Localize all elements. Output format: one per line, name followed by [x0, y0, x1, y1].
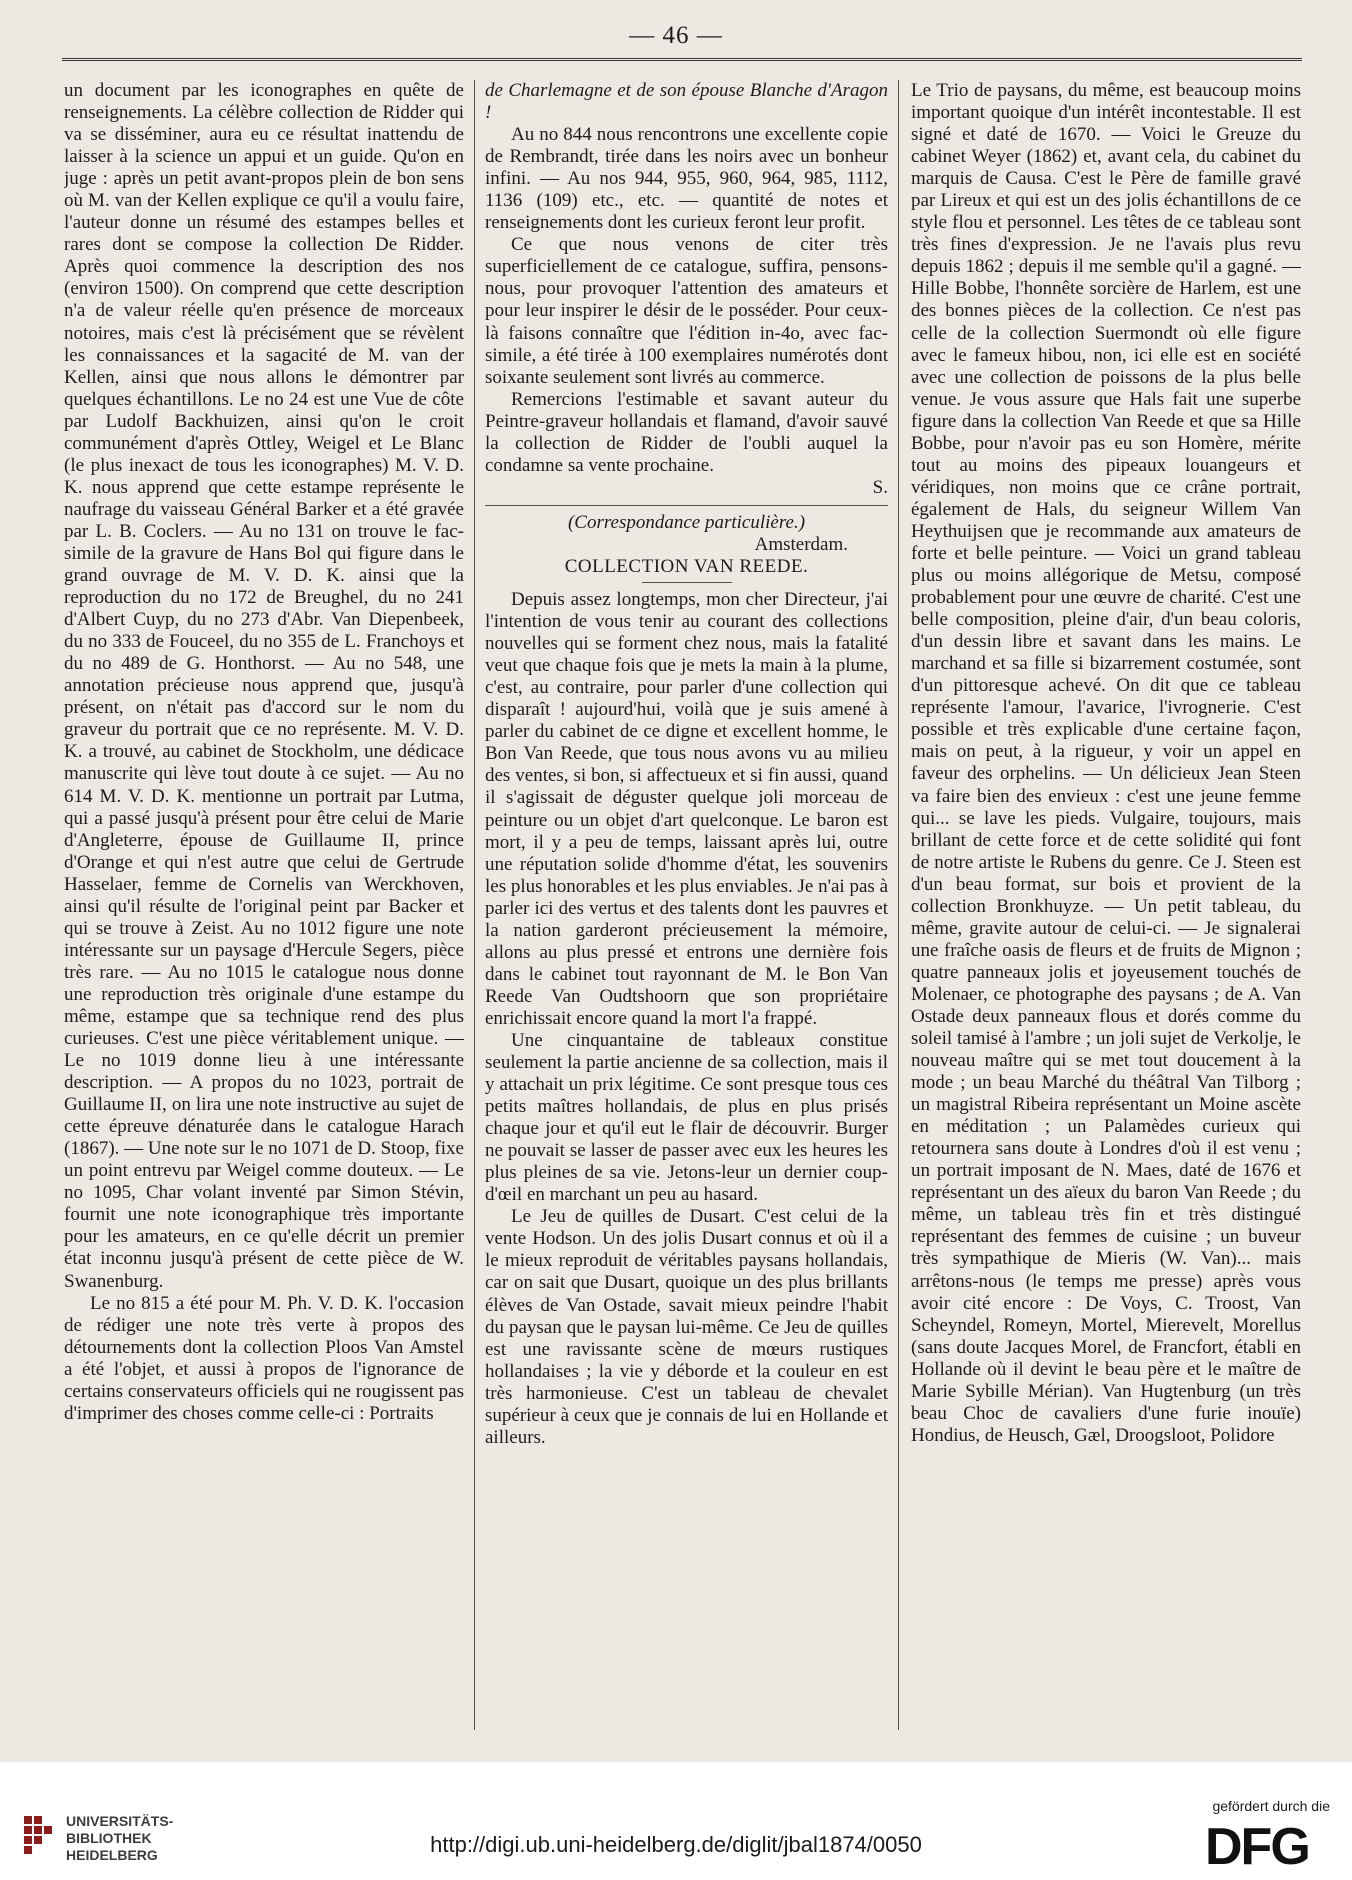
section-heading: COLLECTION VAN REEDE. — [564, 555, 809, 577]
col2-paragraph-6: Une cinquantaine de tableaux constitue seulement la partie ancienne de sa collection, mais il y attachait un prix légitime. Ce sont presque tous ces petits maîtres hollandais, de plus en plus prisés chaque jour et qu'il eut le flair de découvrir. Burger ne pouvait se lasser de passer avec eux les heures les plus pleines de sa vie. Jetons-leur un dernier coup-d'œil en marchant un peu au hasard. — [485, 1029, 888, 1206]
col1-paragraph-1: un document par les iconographes en quête de renseignements. La célèbre collection de Ridder qui va se disséminer, aura eu ce résultat inattendu de laisser à la science un appui et un guide. Qu'on en juge : après un petit avant-propos plein de bon sens où M. van der Kellen explique ce qu'il a voulu faire, l'auteur donne un résumé des estampes belles et rares dont se compose la collection De Ridder. Après quoi commence la description des nos (environ 1500). On comprend que cette description n'a de valeur réelle qu'en présence de morceaux notoires, mais c'est là précisément que se révèlent les connaissances et la sagacité de M. van der Kellen, ainsi que nous allons le démontrer par quelques échantillons. Le no 24 est une Vue de côte par Ludolf Backhuizen, ainsi qu'on le croit communément d'après Ottley, Weigel et Le Blanc (le plus inexact de tous les iconographes) M. V. D. K. nous apprend que cette estampe représente le naufrage du vaisseau Général Barker et a été gravée par L. B. Coclers. — Au no 131 on trouve le fac-simile de la gravure de Hans Bol qui figure dans le grand ouvrage de M. V. D. K. ainsi que la reproduction du no 172 de Breughel, du no 241 d'Albert Cuyp, du no 273 d'Abr. Van Diepenbeek, du no 333 de Fouceel, du no 355 de L. Franchoys et du no 489 de G. Honthorst. — Au no 548, une annotation précieuse nous apprend que, jusqu'à présent, on n'était pas d'accord sur le nom du graveur du portrait que ce no représente. M. V. D. K. a trouvé, au cabinet de Stockholm, une dédicace manuscrite qui lève tout doute à ce sujet. — Au no 614 M. V. D. K. mentionne un portrait par Lutma, qui a passé jusqu'à présent pour être celui de Marie d'Angleterre, épouse de Guillaume II, prince d'Orange et qui n'est autre que celui de Gertrude Hasselaer, femme de Cornelis van Werckhoven, ainsi qu'il résulte de l'original peint par Backer et qui se trouve à Zeist. Au no 1012 figure une note intéressante sur un paysage d'Hercule Segers, pièce très rare. — Au no 1015 le catalogue nous donne une reproduction très originale d'une estampe du même, estampe que sa technique rend des plus curieuses. C'est une pièce véritablement unique. — Le no 1019 donne lieu à une intéressante description. — A propos du no 1023, portrait de Guillaume II, on lira une note instructive au sujet de cette épreuve dénaturée dans le catalogue Harach (1867). — Une note sur le no 1071 de D. Stoop, fixe un point entrevu par Weigel comme douteux. — Le no 1095, Char volant inventé par Simon Stévin, fournit une note iconographique très importante pour les amateurs, en ce qu'elle décrit un premier état inconnu jusqu'à présent de cette pièce de W. Swanenburg. — [64, 80, 464, 1292]
text-column-2 — [485, 80, 888, 1730]
col2-paragraph-3: Ce que nous venons de citer très superficiellement de ce catalogue, suffira, pensons-nous, pour provoquer l'attention des amateurs et pour leur inspirer le désir de le posséder. Pour ceux-là faisons connaître que l'édition in-4o, avec fac-simile, a été tirée à 100 exemplaires numérotés dont soixante seulement sont livrés au commerce. — [485, 234, 888, 388]
col2-paragraph-4: Remercions l'estimable et savant auteur du Peintre-graveur hollandais et flamand, d'avoir sauvé la collection de Ridder de l'oubli auquel la condamne sa vente prochaine. — [485, 388, 888, 476]
col3-paragraph-1: Le Trio de paysans, du même, est beaucoup moins important quoique d'un intérêt incontestable. Il est signé et daté de 1670. — Voici le Greuze du cabinet Weyer (1862) et, avant cela, du cabinet du marquis de Causa. C'est le Père de famille gravé par Lireux et qui est un des jolis échantillons de ce style flou et personnel. Les têtes de ce tableau sont très fines d'expression. Je ne l'avais plus revu depuis 1862 ; depuis il me semble qu'il a gagné. — Hille Bobbe, l'honnête sorcière de Harlem, est une des bonnes pièces de la collection. Ce n'est pas celle de la collection Suermondt où elle figure avec le fameux hibou, non, ici elle est en société avec une collection de poissons de la plus belle venue. Je vous assure que Hals fait une superbe figure dans la collection Van Reede et que sa Hille Bobbe, pour n'avoir pas eu son Homère, mérite tout au moins des pipeaux louangeurs et véridiques, non moins que ce crâne portrait, également de Hals, du seigneur Willem Van Heythuijsen que je recommande aux amateurs de forte et belle peinture. — Voici un grand tableau plus ou moins allégorique de Metsu, composé probablement pour une œuvre de charité. C'est une belle composition, pleine d'air, d'un beau coloris, d'un dessin libre et savant dans les mains. Le marchand et sa fille si bizarrement costumée, sont d'un pittoresque achevé. On dit que ce tableau représente l'amour, l'avarice, l'ivrognerie. C'est possible et très explicable d'une certaine façon, mais on peut, à la rigueur, y voir un appel en faveur des orphelins. — Un délicieux Jean Steen va faire bien des envieux : c'est une jeune femme qui... se lave les pieds. Vulgaire, toujours, mais brillant de cette force et de cette solidité qui font de notre artiste le Rubens du genre. Ce J. Steen est d'un beau format, sur bois et provient de la collection Bronkhuyze. — Un petit tableau, du même, gravite autour de celui-ci. — Je signalerai une fraîche oasis de fleurs et de fruits de Mignon ; quatre panneaux jolis et joyeusement touchés de Molenaer, ce photographe des paysans ; de A. Van Ostade deux panneaux flous et dorés comme du soleil tamisé à l'ambre ; un joli sujet de Verkolje, le nouveau maître qui se met tout doucement à la mode ; un beau Marché du théâtral Van Tilborg ; un magistral Ribeira représentant un Moine ascète en méditation ; un Palamèdes curieux qui retournera sans doute à Londres d'où il est venu ; un portrait imposant de N. Maes, daté de 1676 et représentant un des aïeux du baron Van Reede ; du même, un tableau très fin et très distingué représentant des femmes de cuisine ; un buveur très sympathique de Mieris (W. Van)... mais arrêtons-nous (le temps me presse) après vous avoir cité encore : De Voys, C. Troost, Van Scheyndel, Romeyn, Mortel, Mierevelt, Morellus (sans doute Jacques Morel, de Francfort, établi en Hollande où il devint le beau père et le maître de Marie Sybille Mérian). Van Hugtenburg (un très beau Choc de cavaliers d'une furie inouïe) Hondius, de Heusch, Gæl, Droogsloot, Polidore — [911, 80, 1301, 1446]
column-divider — [898, 80, 899, 1730]
permalink-url[interactable]: http://digi.ub.uni-heidelberg.de/diglit/jbal1874/0050 — [430, 1832, 922, 1857]
column-divider — [474, 80, 475, 1730]
article-signature: S. — [872, 476, 888, 498]
col2-paragraph-2: Au no 844 nous rencontrons une excellente copie de Rembrandt, tirée dans les noirs avec un bonheur infini. — Au nos 944, 955, 960, 964, 985, 1112, 1136 (109) etc., etc. — quantité de notes et renseignements dont les curieux feront leur profit. — [485, 124, 888, 234]
digitization-footer — [0, 1762, 1352, 1880]
dfg-logo-icon — [1205, 1820, 1330, 1870]
text-column-1 — [64, 80, 464, 1730]
page-number: — 46 — — [629, 22, 723, 49]
funding-note: gefördert durch die — [1212, 1798, 1330, 1814]
header-rule — [62, 58, 1302, 61]
article-separator — [485, 505, 888, 506]
university-library-name: UNIVERSITÄTS- BIBLIOTHEK HEIDELBERG — [66, 1813, 174, 1863]
svg-text:DFG: DFG — [1205, 1820, 1309, 1870]
correspondence-note: (Correspondance particulière.) — [567, 511, 806, 533]
text-column-3 — [911, 80, 1301, 1730]
col2-paragraph-7: Le Jeu de quilles de Dusart. C'est celui de la vente Hodson. Un des jolis Dusart connus et où il a le mieux reproduit de véritables paysans hollandais, car on sait que Dusart, quoique un des plus brillants élèves de Van Ostade, savait mieux peindre l'habit du paysan que le paysan lui-même. Ce Jeu de quilles est une ravissante scène de mœurs rustiques hollandaises ; la vie y déborde et la couleur en est très harmonieuse. C'est un tableau de chevalet supérieur à ceux que je connais de lui en Hollande et ailleurs. — [485, 1206, 888, 1448]
col1-paragraph-2: Le no 815 a été pour M. Ph. V. D. K. l'occasion de rédiger une note très verte à propos des détournements dont la collection Ploos Van Amstel a été l'objet, et aussi à propos de l'ignorance de certains conservateurs officiels qui ne rougissent pas d'imprimer des choses comme celle-ci : Portraits — [64, 1292, 464, 1424]
heading-rule — [642, 582, 732, 583]
col2-paragraph-5: Depuis assez longtemps, mon cher Directeur, j'ai l'intention de vous tenir au courant des collections nouvelles qui se forment chez nous, mais la fatalité veut que chaque fois que je mets la main à la plume, c'est, au contraire, pour parler d'une collection qui disparaît ! aujourd'hui, voilà que je suis amené à parler du cabinet de ce digne et excellent homme, le Bon Van Reede, que tous nous avons vu au milieu des ventes, si bon, si affectueux et si fin aussi, quand il s'agissait de déguster quelque joli morceau de peinture ou un objet d'art quelconque. Le baron est mort, il y a peu de temps, laissant après lui, outre une réputation solide d'homme d'état, les souvenirs les plus honorables et les plus enviables. Je n'ai pas à parler ici des vertus et des talents dont les pauvres et la nation garderont précieusement la mémoire, allons au plus pressé et entrons une dernière fois dans le cabinet tout rayonnant de M. le Bon Van Reede Van Oudtshoorn que son propriétaire enrichissait encore quand la mort l'a frappé. — [485, 589, 888, 1029]
dateline-place: Amsterdam. — [754, 533, 848, 555]
col2-paragraph-1: de Charlemagne et de son épouse Blanche d'Aragon ! — [485, 80, 888, 124]
